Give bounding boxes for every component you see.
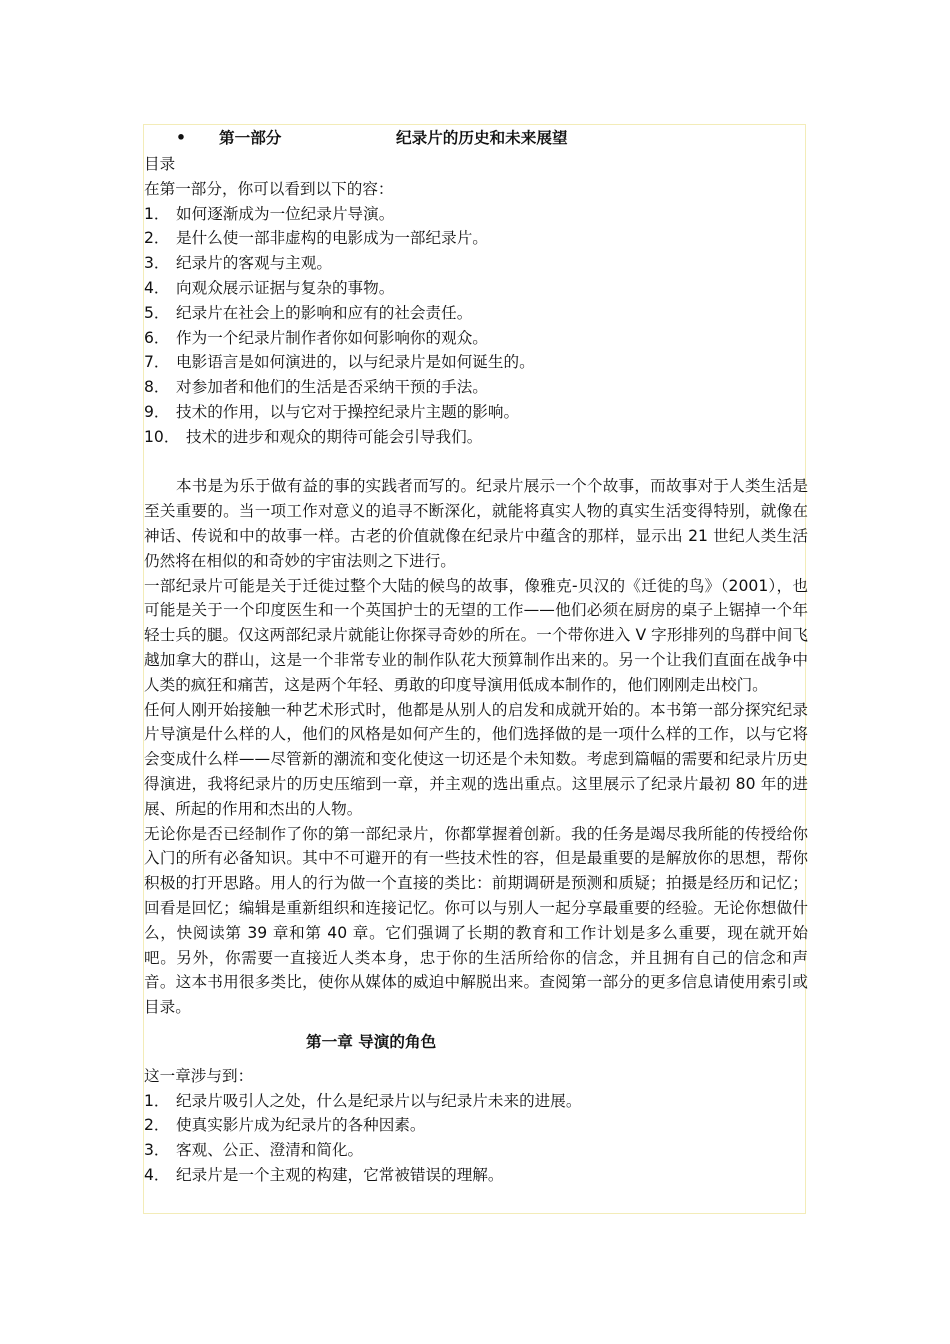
body-paragraph: 任何人刚开始接触一种艺术形式时，他都是从别人的启发和成就开始的。本书第一部分探究纪录片导演是什么样的人，他们的风格是如何产生的，他们选择做的是一项什么样的工作，以与它将会变成什么样——尽管新的潮流和变化使这一切还是个未知数。考虑到篇幅的需要和纪录片历史得演进，我将纪录片的历史压缩到一章，并主观的选出重点。这里展示了纪录片最初 80 年的进展、所起的作用和杰出的人物。 — [144, 700, 808, 818]
blank-line — [144, 450, 808, 475]
body-paragraph: 无论你是否已经制作了你的第一部纪录片，你都掌握着创新。我的任务是竭尽我所能的传授给你入门的所有必备知识。其中不可避开的有一些技术性的容，但是最重要的是解放你的思想，帮你积极的打开思路。用人的行为做一个直接的类比：前期调研是预测和质疑；拍摄是经历和记忆；回看是回忆；编辑是重新组织和连接记忆。你可以与别人一起分享最重要的经验。无论你想做什么，快阅读第 39 章和第 40 章。它们强调了长期的教育和工作计划是多么重要，现在就开始吧。另外，你需要一直接近人类本身，忠于你的生活所给你的信念，并且拥有自己的信念和声音。这本书用很多类比，使你从媒体的威迫中解脱出来。查阅第一部分的更多信息请使用索引或目录。 — [144, 824, 808, 1017]
list-item-number: 10． — [144, 427, 180, 446]
list-item-text: 客观、公正、澄清和简化。 — [176, 1141, 364, 1160]
list-item — [144, 400, 808, 425]
list-item-number: 5． — [144, 303, 170, 322]
body-paragraph: 本书是为乐于做有益的事的实践者而写的。纪录片展示一个个故事，而故事对于人类生活是至关重要的。当一项工作对意义的追寻不断深化，就能将真实人物的真实生活变得特别，就像在神话、传说和中的故事一样。古老的价值就像在纪录片中蕴含的那样，显示出 21 世纪人类生活仍然将在相似的和奇妙的宇宙法则之下进行。 — [144, 477, 808, 570]
part-contents-list — [144, 202, 808, 450]
list-item-text: 作为一个纪录片制作者你如何影响你的观众。 — [176, 328, 488, 347]
list-item-text: 纪录片吸引人之处，什么是纪录片以与纪录片未来的进展。 — [176, 1091, 582, 1110]
chapter-title: 第一章 导演的角色 — [306, 1032, 437, 1051]
list-item-number: 3． — [144, 254, 170, 273]
list-item-text: 电影语言是如何演进的，以与纪录片是如何诞生的。 — [176, 353, 535, 372]
bullet-marker: • — [176, 129, 186, 147]
list-item-number: 1． — [144, 204, 170, 223]
list-item-number: 4． — [144, 278, 170, 297]
list-item-number: 4． — [144, 1166, 170, 1185]
list-item — [144, 1138, 808, 1163]
list-item — [144, 326, 808, 351]
chapter-intro: 这一章涉与到： — [144, 1066, 254, 1085]
chapter-topics-list — [144, 1089, 808, 1188]
list-item-text: 使真实影片成为纪录片的各种因素。 — [176, 1116, 426, 1135]
list-item-number: 9． — [144, 402, 170, 421]
list-item — [144, 226, 808, 251]
list-item — [144, 1163, 808, 1188]
list-item-number: 3． — [144, 1141, 170, 1160]
list-item-text: 如何逐渐成为一位纪录片导演。 — [176, 204, 395, 223]
list-item — [144, 202, 808, 227]
toc-label: 目录 — [144, 155, 176, 173]
list-item — [144, 425, 808, 450]
list-item — [144, 251, 808, 276]
list-item-text: 是什么使一部非虚构的电影成为一部纪录片。 — [176, 229, 488, 248]
list-item — [144, 1089, 808, 1114]
list-item-text: 技术的进步和观众的期待可能会引导我们。 — [186, 427, 483, 446]
list-item-number: 7． — [144, 353, 170, 372]
list-item-number: 8． — [144, 378, 170, 397]
list-item-number: 2． — [144, 229, 170, 248]
list-item — [144, 301, 808, 326]
list-item — [144, 350, 808, 375]
list-item-text: 纪录片是一个主观的构建，它常被错误的理解。 — [176, 1166, 504, 1185]
list-item-number: 1． — [144, 1091, 170, 1110]
list-item — [144, 276, 808, 301]
list-item-number: 2． — [144, 1116, 170, 1135]
list-item — [144, 375, 808, 400]
list-item — [144, 1113, 808, 1138]
document-body — [144, 124, 808, 1188]
part-label: 第一部分 — [219, 129, 282, 147]
list-item-text: 纪录片的客观与主观。 — [176, 254, 332, 273]
list-item-text: 纪录片在社会上的影响和应有的社会责任。 — [176, 303, 473, 322]
body-paragraph: 一部纪录片可能是关于迁徙过整个大陆的候鸟的故事，像雅克-贝汉的《迁徙的鸟》（2001），也可能是关于一个印度医生和一个英国护士的无望的工作——他们必须在厨房的桌子上锯掉一个年轻士兵的腿。仅这两部纪录片就能让你探寻奇妙的所在。一个带你进入 V 字形排列的鸟群中间飞越加拿大的群山，这是一个非常专业的制作队花大预算制作出来的。另一个让我们直面在战争中人类的疯狂和痛苦，这是两个年轻、勇敢的印度导演用低成本制作的，他们刚刚走出校门。 — [144, 576, 808, 694]
list-item-text: 技术的作用，以与它对于操控纪录片主题的影响。 — [176, 402, 520, 421]
intro-line: 在第一部分，你可以看到以下的容： — [144, 179, 394, 198]
list-item-number: 6． — [144, 328, 170, 347]
list-item-text: 对参加者和他们的生活是否采纳干预的手法。 — [176, 378, 488, 397]
list-item-text: 向观众展示证据与复杂的事物。 — [176, 278, 395, 297]
part-heading — [144, 124, 808, 152]
part-title: 纪录片的历史和未来展望 — [396, 129, 568, 147]
